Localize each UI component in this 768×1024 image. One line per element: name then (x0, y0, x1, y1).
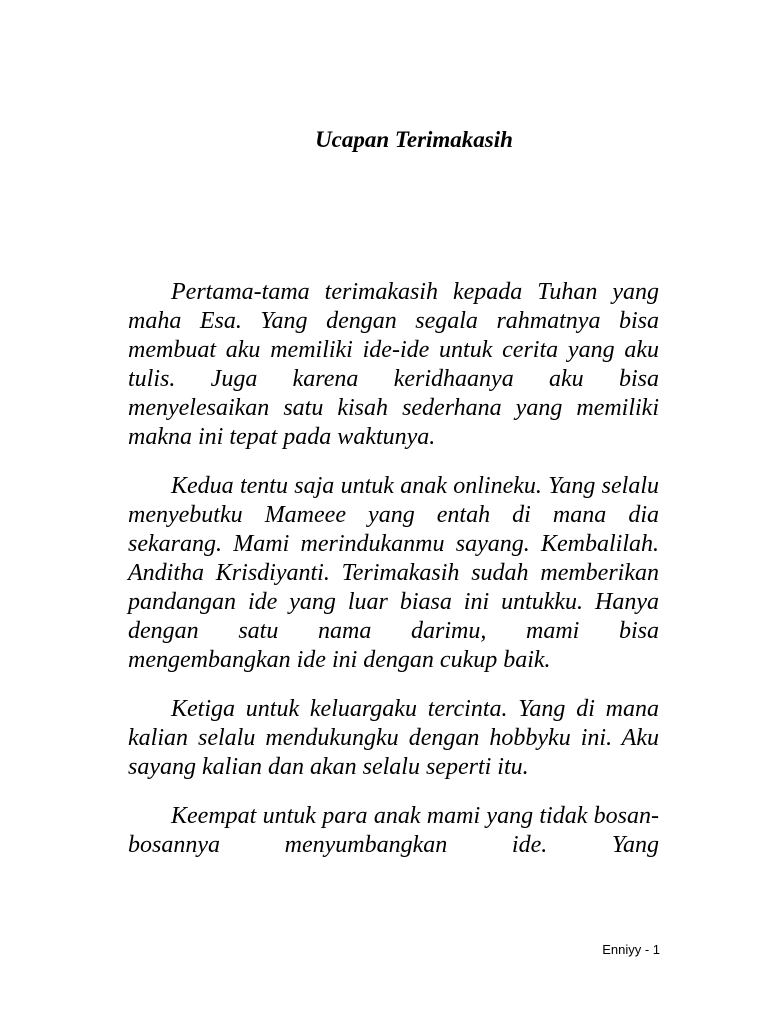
paragraph-4: Keempat untuk para anak mami yang tidak bosan-bosannya menyumbangkan ide. Yang (128, 803, 659, 858)
document-body (128, 278, 659, 880)
page-title: Ucapan Terimakasih (315, 127, 513, 152)
paragraph-1: Pertama-tama terimakasih kepada Tuhan yang maha Esa. Yang dengan segala rahmatnya bisa membuat aku memiliki ide-ide untuk cerita yang aku tulis. Juga karena keridhaanya aku bisa menyelesaikan satu kisah sederhana yang memiliki makna ini tepat pada waktunya. (128, 279, 659, 450)
paragraph-3: Ketiga untuk keluargaku tercinta. Yang di mana kalian selalu mendukungku dengan hobbyku ini. Aku sayang kalian dan akan selalu seperti itu. (128, 696, 659, 780)
paragraph-2: Kedua tentu saja untuk anak onlineku. Yang selalu menyebutku Mameee yang entah di mana dia sekarang. Mami merindukanmu sayang. Kembalilah. Anditha Krisdiyanti. Terimakasih sudah memberikan pandangan ide yang luar biasa ini untukku. Hanya dengan satu nama darimu, mami bisa mengembangkan ide ini dengan cukup baik. (128, 473, 659, 673)
page-footer: Enniyy - 1 (602, 942, 660, 957)
